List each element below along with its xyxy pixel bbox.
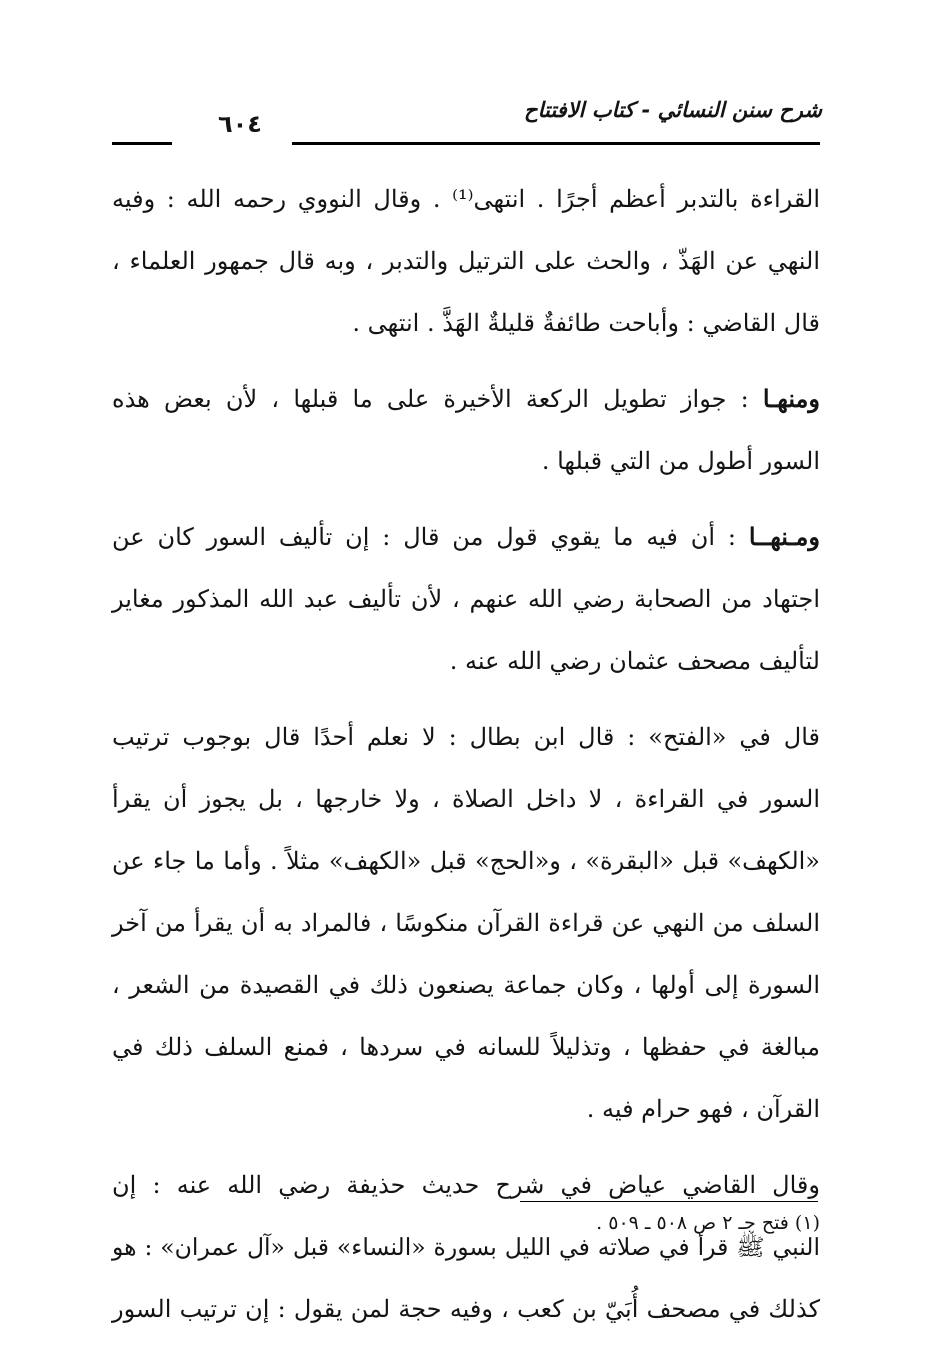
paragraph-lead: ومنهـا <box>762 384 820 413</box>
text-line: القرآن ، فهو حرام فيه . <box>586 1095 820 1123</box>
text-line: السلف من النهي عن قراءة القرآن منكوسًا ، فالمراد به أن يقرأ من آخر <box>112 909 820 937</box>
text-line: السور في القراءة ، لا داخل الصلاة ، ولا خارجها ، بل يجوز أن يقرأ <box>112 785 820 813</box>
text-line: النبي ﷺ قرأ في صلاته في الليل بسورة «النساء» قبل «آل عمران» : هو <box>112 1233 820 1261</box>
text-line: قال في «الفتح» : قال ابن بطال : لا نعلم أحدًا قال بوجوب ترتيب <box>112 723 820 751</box>
text-line: اجتهاد من الصحابة رضي الله عنهم ، لأن تأليف عبد الله المذكور مغاير <box>112 585 820 613</box>
text-line: مبالغة في حفظها ، وتذليلاً للسانه في سردها ، فمنع السلف ذلك في <box>112 1033 820 1061</box>
paragraph <box>112 506 820 692</box>
text-line: وقال القاضي عياض في شرح حديث حذيفة رضي الله عنه : إن <box>112 1171 820 1199</box>
text-line: القراءة بالتدبر أعظم أجرًا . انتهى⁽¹⁾ . وقال النووي رحمه الله : وفيه <box>112 185 821 213</box>
running-title: شرح سنن النسائي - كتاب الافتتاح <box>524 98 822 122</box>
text-line: لتأليف مصحف عثمان رضي الله عنه . <box>449 647 820 675</box>
text-line <box>112 368 820 430</box>
header-rule <box>292 142 820 145</box>
text-run: : جواز تطويل الركعة الأخيرة على ما قبلها ، لأن بعض هذه <box>112 385 763 413</box>
paragraph <box>112 168 820 354</box>
text-line: كذلك في مصحف أُبَيّ بن كعب ، وفيه حجة لمن يقول : إن ترتيب السور <box>112 1295 820 1323</box>
page-number: ٦٠٤ <box>218 110 262 138</box>
footnote-rule <box>520 1201 818 1202</box>
running-header <box>112 92 822 152</box>
text-line: النهي عن الهَذّ ، والحث على الترتيل والتدبر ، وبه قال جمهور العلماء ، <box>112 247 820 275</box>
text-line: السورة إلى أولها ، وكان جماعة يصنعون ذلك في القصيدة من الشعر ، <box>112 971 820 999</box>
paragraph <box>112 1154 820 1340</box>
paragraph <box>112 368 820 492</box>
text-line: السور أطول من التي قبلها . <box>541 447 820 475</box>
page-body <box>112 168 820 1354</box>
paragraph-lead: ومـنهــا <box>748 522 820 551</box>
text-run: : أن فيه ما يقوي قول من قال : إن تأليف السور كان عن <box>112 523 749 551</box>
page-number-rule <box>112 142 172 145</box>
text-line <box>112 506 820 568</box>
paragraph <box>112 706 820 1140</box>
footnote: (١) فتح جـ ٢ ص ٥٠٨ ـ ٥٠٩ . <box>596 1212 820 1234</box>
text-line: قال القاضي : وأباحت طائفةٌ قليلةٌ الهَذَّ . انتهى . <box>352 309 820 337</box>
text-line: «الكهف» قبل «البقرة» ، و«الحج» قبل «الكهف» مثلاً . وأما ما جاء عن <box>112 847 820 875</box>
